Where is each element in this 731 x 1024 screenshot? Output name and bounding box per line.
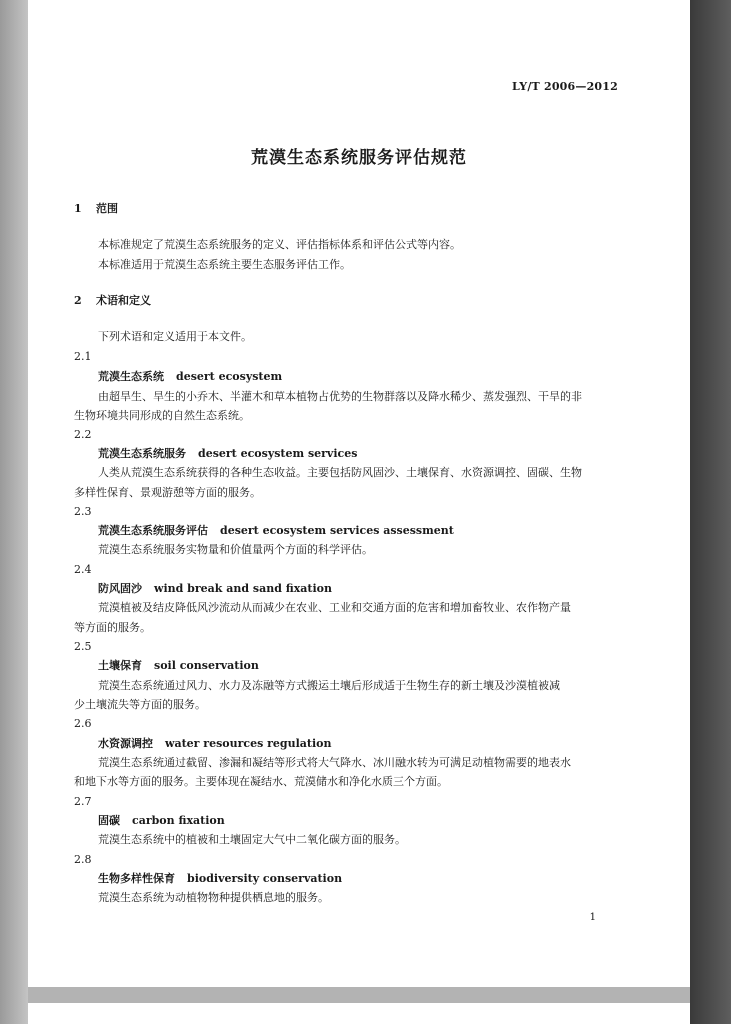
term-zh: 荒漠生态系统服务评估 [98, 524, 208, 537]
term-definition: 荒漠生态系统中的植被和土壤固定大气中二氧化碳方面的服务。 [98, 833, 406, 846]
term-heading [98, 872, 342, 886]
term-number: 2.6 [74, 717, 92, 730]
standard-code: LY/T 2006—2012 [512, 80, 618, 93]
term-definition: 荒漠植被及结皮降低风沙流动从而减少在农业、工业和交通方面的危害和增加畜牧业、农作物产量 [98, 601, 571, 614]
next-page-preview [28, 1003, 690, 1024]
term-heading [98, 737, 332, 751]
term-number: 2.1 [74, 350, 92, 363]
term-number: 2.4 [74, 563, 92, 576]
term-en: water resources regulation [165, 737, 332, 750]
section-title: 术语和定义 [96, 294, 151, 307]
term-heading [98, 814, 225, 828]
term-heading [98, 524, 454, 538]
term-definition: 多样性保育、景观游憩等方面的服务。 [74, 486, 261, 499]
section-title: 范围 [96, 202, 118, 215]
term-en: desert ecosystem [176, 370, 283, 383]
term-definition: 等方面的服务。 [74, 621, 151, 634]
term-definition: 荒漠生态系统服务实物量和价值量两个方面的科学评估。 [98, 543, 373, 556]
term-zh: 生物多样性保育 [98, 872, 175, 885]
term-number: 2.7 [74, 795, 92, 808]
term-zh: 荒漠生态系统 [98, 370, 164, 383]
term-en: carbon fixation [132, 814, 225, 827]
term-definition: 生物环境共同形成的自然生态系统。 [74, 409, 250, 422]
paragraph: 本标准规定了荒漠生态系统服务的定义、评估指标体系和评估公式等内容。 [98, 238, 461, 251]
term-definition: 荒漠生态系统为动植物物种提供栖息地的服务。 [98, 891, 329, 904]
term-zh: 防风固沙 [98, 582, 142, 595]
term-heading [98, 659, 259, 673]
term-definition: 和地下水等方面的服务。主要体现在凝结水、荒漠储水和净化水质三个方面。 [74, 775, 448, 788]
term-number: 2.8 [74, 853, 92, 866]
term-en: desert ecosystem services assessment [220, 524, 454, 537]
term-zh: 水资源调控 [98, 737, 153, 750]
term-definition: 荒漠生态系统通过风力、水力及冻融等方式搬运土壤后形成适于生物生存的新土壤及沙漠植被减 [98, 679, 560, 692]
term-number: 2.5 [74, 640, 92, 653]
paragraph: 下列术语和定义适用于本文件。 [98, 330, 252, 343]
term-definition: 少土壤流失等方面的服务。 [74, 698, 206, 711]
page-number: 1 [589, 912, 596, 923]
term-zh: 荒漠生态系统服务 [98, 447, 186, 460]
term-zh: 固碳 [98, 814, 120, 827]
term-heading [98, 447, 357, 461]
term-number: 2.2 [74, 428, 92, 441]
term-en: desert ecosystem services [198, 447, 358, 460]
viewer-right-scroll-area[interactable] [690, 0, 731, 1024]
term-definition: 由超旱生、旱生的小乔木、半灌木和草本植物占优势的生物群落以及降水稀少、蒸发强烈、干旱的非 [98, 390, 582, 403]
section-heading [74, 294, 151, 308]
document-page [28, 0, 690, 987]
term-en: biodiversity conservation [187, 872, 343, 885]
term-definition: 人类从荒漠生态系统获得的各种生态收益。主要包括防风固沙、土壤保育、水资源调控、固碳、生物 [98, 466, 582, 479]
term-en: soil conservation [154, 659, 259, 672]
section-heading [74, 202, 118, 216]
section-number: 2 [74, 294, 82, 307]
term-heading [98, 370, 282, 384]
paragraph: 本标准适用于荒漠生态系统主要生态服务评估工作。 [98, 258, 351, 271]
term-definition: 荒漠生态系统通过截留、渗漏和凝结等形式将大气降水、冰川融水转为可满足动植物需要的地表水 [98, 756, 571, 769]
viewer-left-margin [0, 0, 28, 1024]
term-en: wind break and sand fixation [154, 582, 332, 595]
term-zh: 土壤保育 [98, 659, 142, 672]
document-title: 荒漠生态系统服务评估规范 [251, 148, 467, 168]
term-heading [98, 582, 332, 596]
term-number: 2.3 [74, 505, 92, 518]
section-number: 1 [74, 202, 82, 215]
